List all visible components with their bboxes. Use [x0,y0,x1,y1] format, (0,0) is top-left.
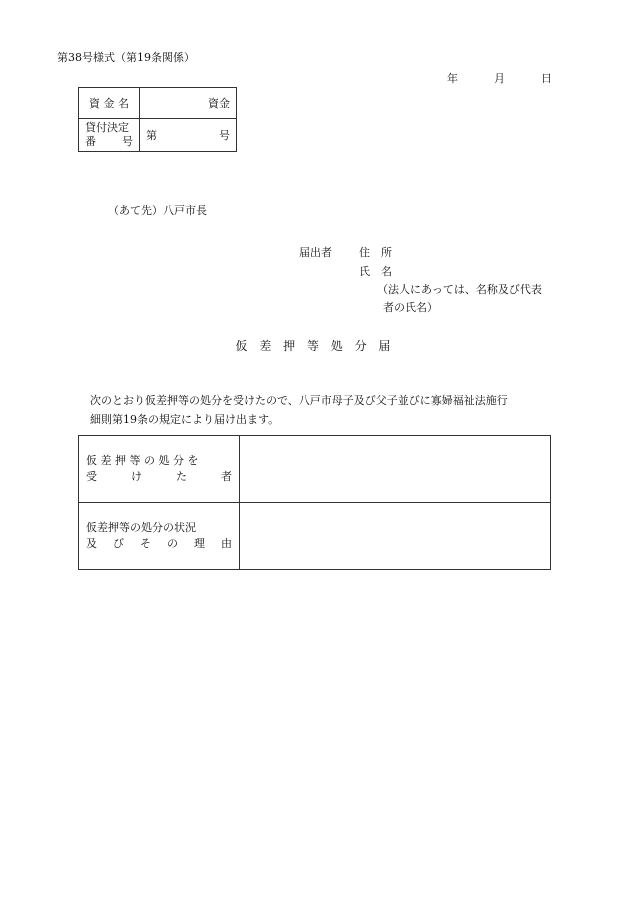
applicant-corp-note-2: 者の氏名） [383,301,438,314]
status-reason-label-2-char: の [167,537,178,550]
document-title: 仮 差 押 等 処 分 届 [235,339,395,353]
status-reason-label-1 [86,520,232,536]
loan-number-label-2b: 号 [122,135,133,148]
fund-name-suffix: 資金 [208,97,230,110]
loan-number-label-cell [79,119,140,152]
recipient-label-2-char: 受 [86,470,97,483]
fund-table [78,87,237,152]
addressee: （あて先）八戸市長 [108,204,207,217]
date-day-label: 日 [541,72,552,85]
body-text-line-1: 次のとおり仮差押等の処分を受けたので、八戸市母子及び父子並びに寡婦福祉法施行 [90,394,508,407]
applicant-corp-note-1: （法人にあっては、名称及び代表 [377,283,542,296]
status-reason-input-cell[interactable] [240,503,551,570]
status-reason-label-2 [86,536,232,552]
form-number: 第38号様式（第19条関係） [57,51,195,64]
fund-name-label: 資 金 名 [89,97,129,110]
loan-number-label-2a: 番 [85,135,96,148]
loan-number-suffix: 号 [219,129,230,142]
status-reason-label-2-char: 由 [221,537,232,550]
status-reason-label-2-char: そ [140,537,151,550]
detail-table [78,435,551,570]
applicant-address-label: 住 所 [359,246,392,259]
loan-number-input-cell[interactable] [140,119,237,152]
status-reason-label-cell [79,503,240,570]
fund-name-input-cell[interactable] [140,88,237,119]
recipient-label-1: 仮 差 押 等 の 処 分 を [86,454,199,467]
date-year-label: 年 [447,72,458,85]
status-reason-label-1-text: 仮差押等の処分の状況 [86,521,196,534]
recipient-label-2-char: た [176,470,187,483]
recipient-input-cell[interactable] [240,436,551,503]
recipient-label-2-char: け [131,470,142,483]
status-reason-label-2-char: 及 [86,537,97,550]
loan-number-prefix: 第 [146,129,157,142]
date-month-label: 月 [494,72,505,85]
status-reason-label-2-char: び [113,537,124,550]
loan-number-label-2 [85,135,133,149]
recipient-label-2-char: 者 [221,470,232,483]
applicant-label: 届出者 [299,246,332,259]
recipient-label-cell [79,436,240,503]
recipient-label-2 [86,469,232,485]
body-text-line-2: 細則第19条の規定により届け出ます。 [90,413,280,426]
applicant-name-label: 氏 名 [359,265,392,278]
status-reason-label-2-char: 理 [194,537,205,550]
loan-number-label-1: 貸付決定 [85,121,129,134]
fund-name-label-cell [79,88,140,119]
